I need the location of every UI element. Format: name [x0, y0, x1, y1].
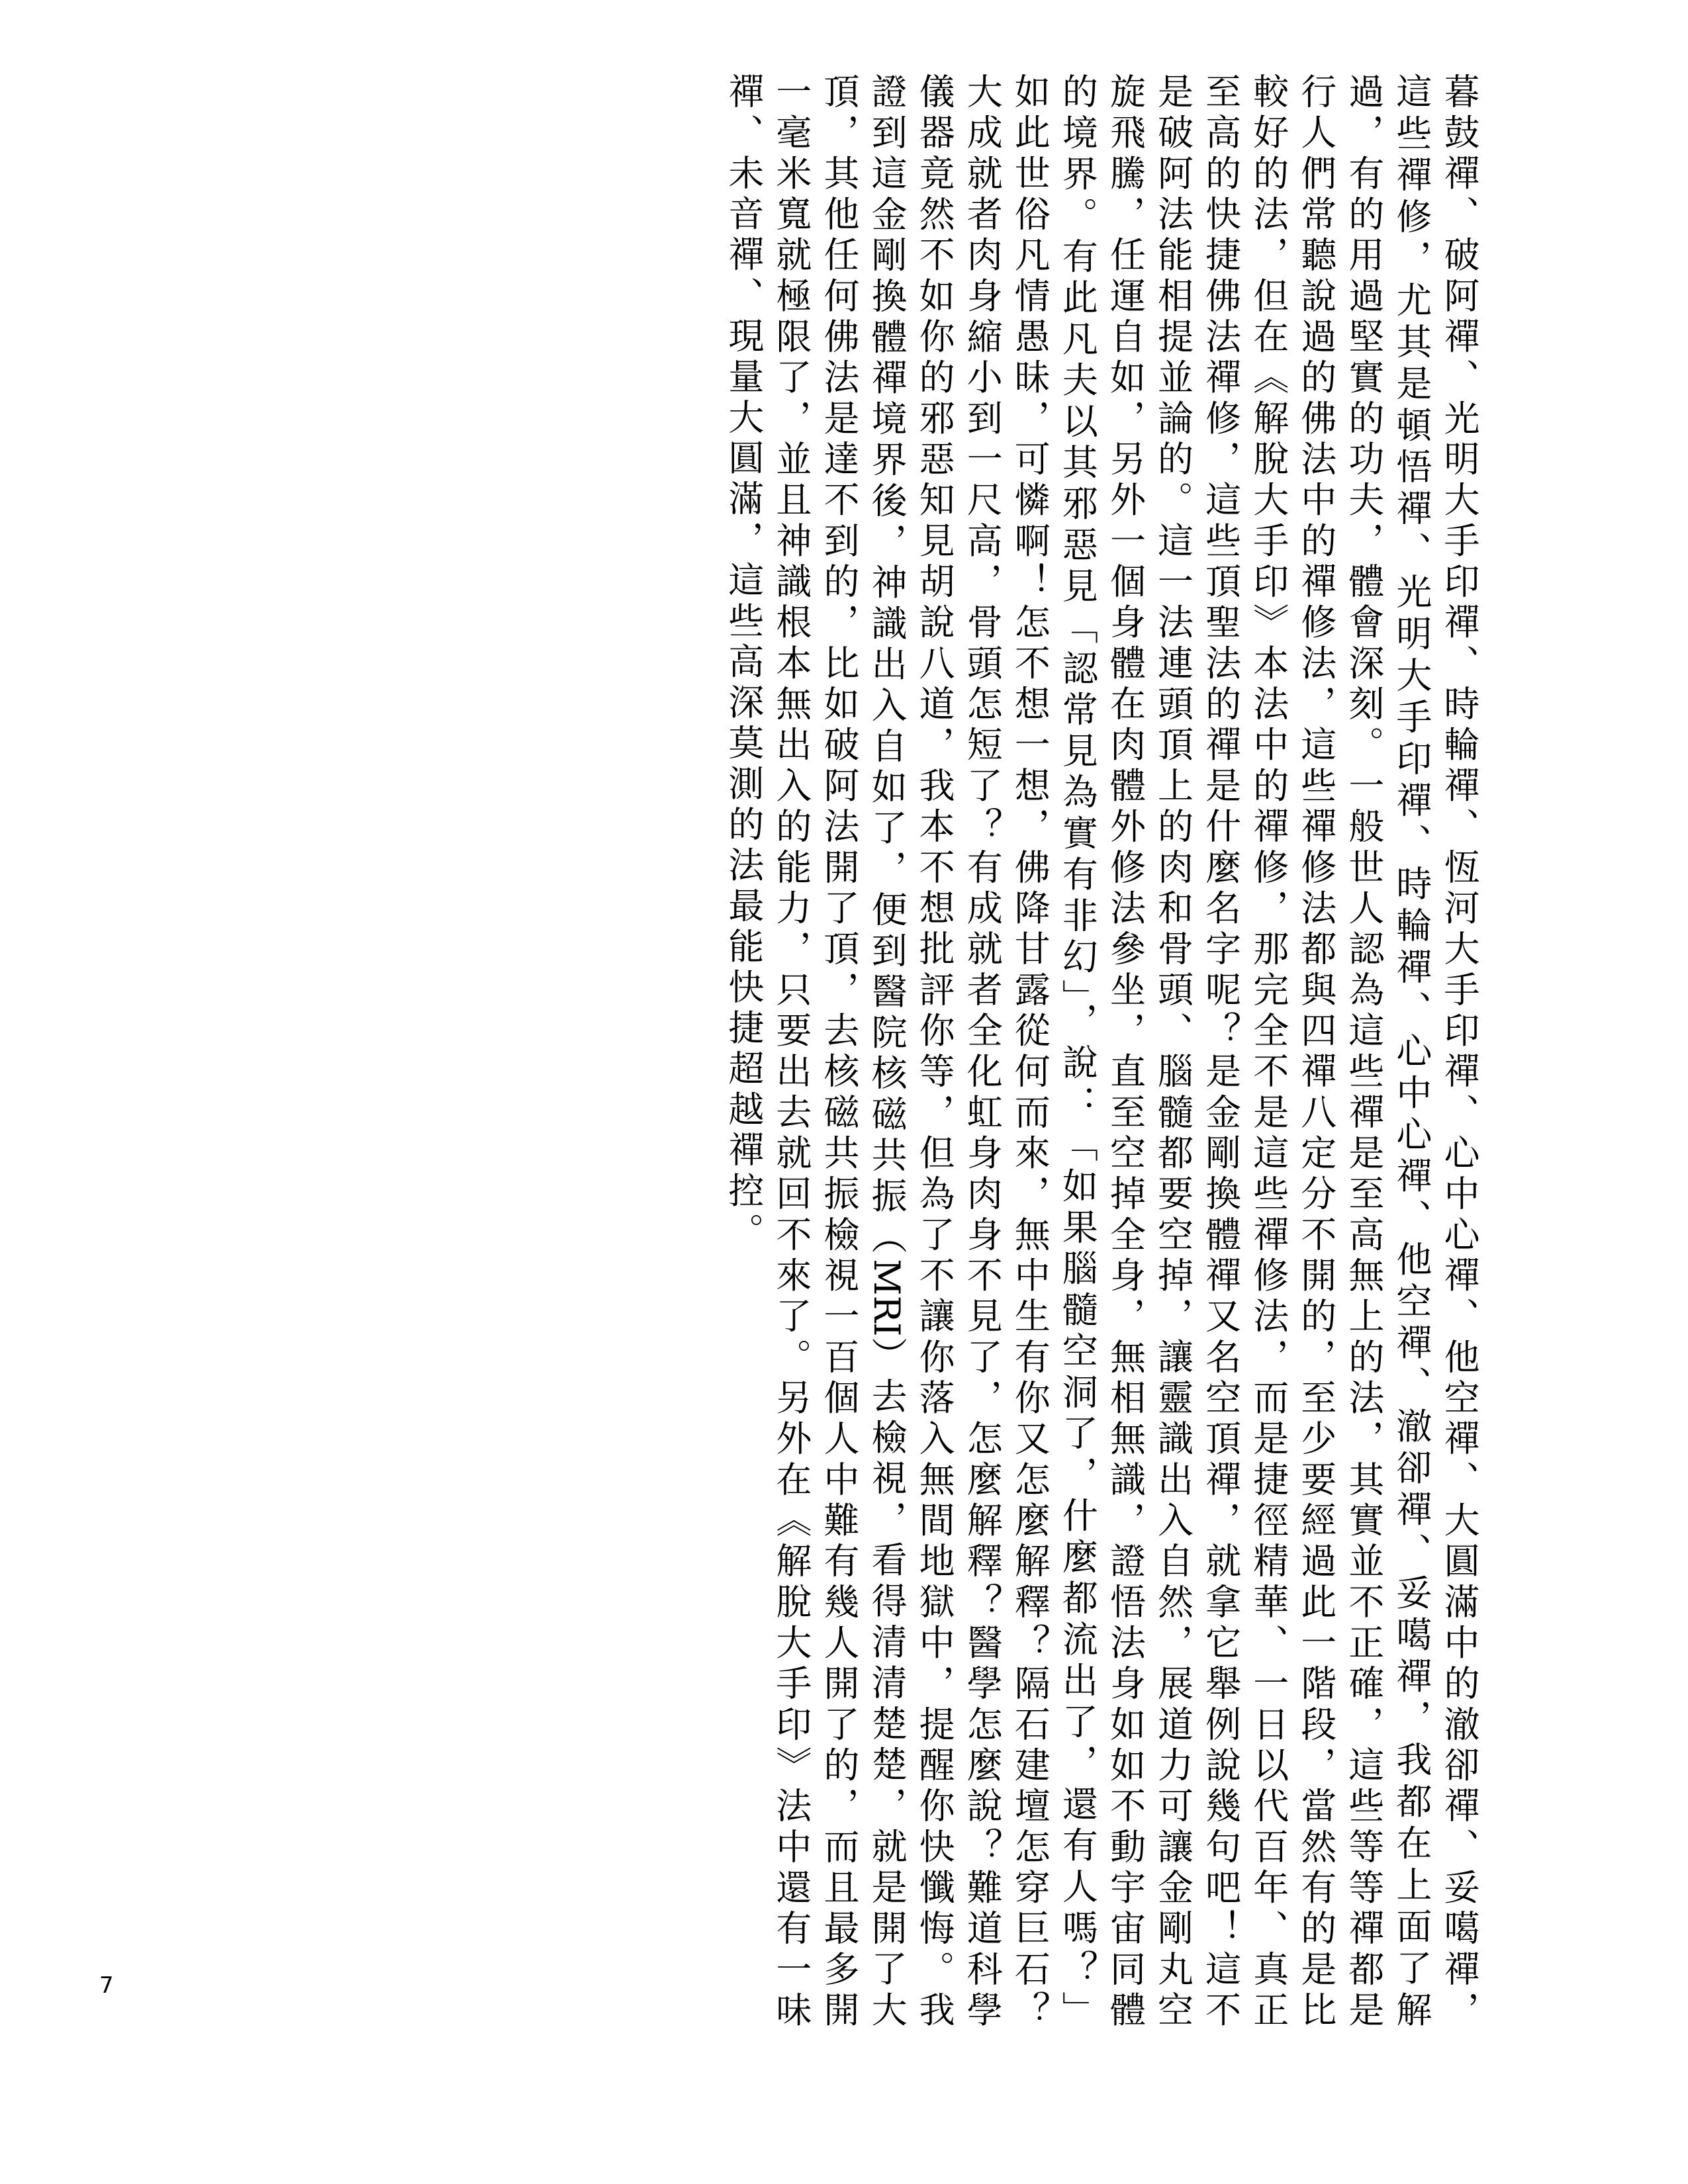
body-text-block — [99, 73, 1483, 2032]
page-number: 7 — [99, 1972, 114, 1999]
body-text-part-1: 暮鼓禪、破阿禪、光明大手印禪、時輪禪、恆河大手印禪、心中心禪、他空禪、大圓滿中的澈卻禪、妥噶禪，這些禪修，尤其是頓悟禪、光明大手印禪、時輪禪、心中心禪、他空禪、澈卻禪、妥噶禪，我都在上面了解過，有的用過堅實的功夫，體會深刻。一般世人認為這些禪是至高無上的法，其實並不正確，這些等等禪都是行人們常聽說過的佛法中的禪修法，這些禪修法都與四禪八定分不開的，至少要經過此一階段，當然有的是比較好的法，但在《解脫大手印》本法中的禪修，那完全不是這些禪修法，而是捷徑精華、一日以代百年、真正至高的快捷佛法禪修，這些頂聖法的禪是什麼名字呢？是金剛換體禪又名空頂禪，就拿它舉例說幾句吧！這不是破阿法能相提並論的。這一法連頭頂上的肉和骨頭、腦髓都要空掉，讓靈識出入自然，展道力可讓金剛丸空旋飛騰，任運自如，另外一個身體在肉體外修法參坐，直至空掉全身，無相無識，證悟法身如如不動宇宙同體的境界。有此凡夫以其邪惡見「認常見為實有非幻」，說：「如果腦髓空洞了，什麼都流出了，還有人嗎？」如此世俗凡情愚昧，可憐啊！怎不想一想，佛降甘露從何而來，無中生有你又怎麼解釋？隔石建壇怎穿巨石？大成就者肉身縮小到一尺高，骨頭怎短了？有成就者全化虹身肉身不見了，怎麼解釋？醫學怎麼說？難道科學儀器竟然不如你的邪惡知見胡說八道，我本不想批評你等，但為了不讓你落入無間地獄中，提醒你快懺悔。我證到這金剛換體禪境界後，神識出入自如了，便到醫院核磁共振（ — [866, 73, 1480, 2032]
body-text-part-2: ）去檢視，看得清清楚楚，就是開了大頂，其他任何佛法是達不到的，比如破阿法開了頂，去核磁共振檢視一百個人中難有幾人開了的，而且最多開一毫米寬就極限了，並且神識根本無出入的能力，只要出去就回不來了。另外在《解脫大手印》法中還有一味禪、未音禪、現量大圓滿，這些高深莫測的法最能快捷超越禪控。 — [722, 73, 908, 2032]
body-text-latin-mri: MRI — [866, 1259, 908, 1337]
